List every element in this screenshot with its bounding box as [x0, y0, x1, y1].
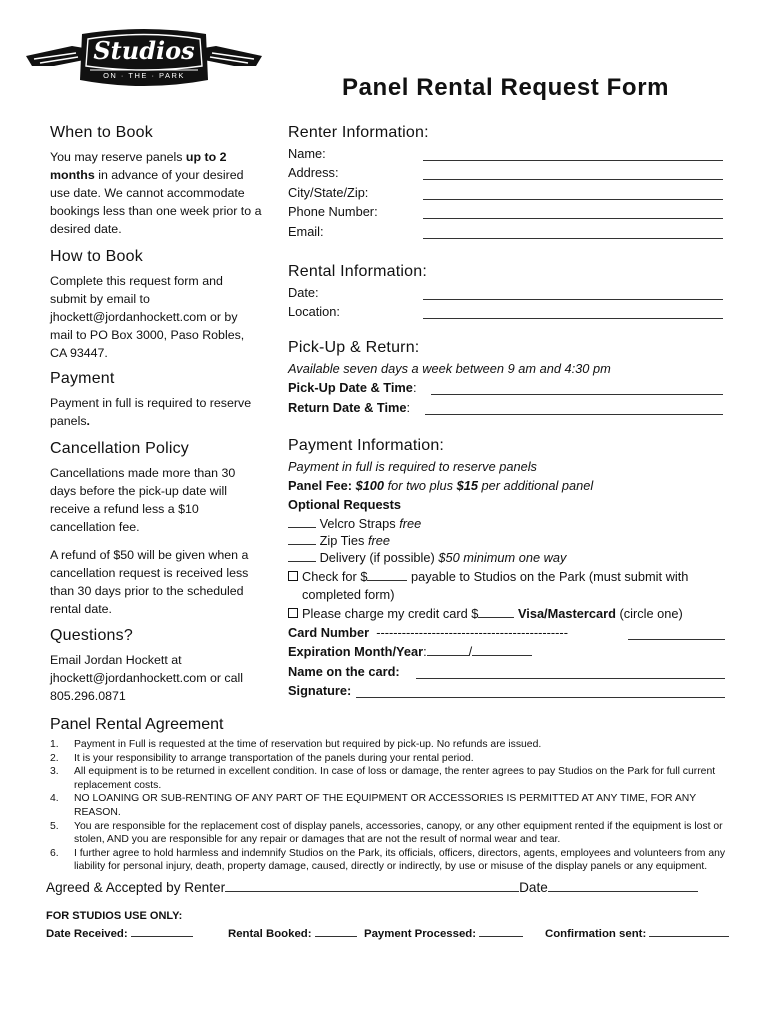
rental-booked-field[interactable] [315, 925, 357, 937]
renter-address-field[interactable] [423, 179, 723, 180]
delivery-option[interactable]: Delivery (if possible) $50 minimum one way [288, 550, 566, 565]
pickup-note: Available seven days a week between 9 am and 4:30 pm [288, 361, 611, 376]
accepted-label: Agreed & Accepted by Renter [46, 880, 226, 895]
agreement-item: 3. All equipment is to be returned in excellent condition. In case of loss or damage, the renter agrees to pay Studios on the Park for full current replacement costs. [50, 766, 716, 791]
date-received-line: Date Received: [46, 925, 193, 940]
payment-text: Payment in full is required to reserve panels. [50, 396, 252, 428]
renter-name-field[interactable] [423, 160, 723, 161]
cancellation-text-1: Cancellations made more than 30 days before the pick-up date will receive a refund less a $10 cancellation fee. [50, 466, 236, 534]
check-option-cont: completed form) [302, 587, 395, 602]
agreement-list [50, 738, 740, 874]
agreement-heading: Panel Rental Agreement [50, 716, 224, 733]
cancellation-heading: Cancellation Policy [50, 440, 189, 457]
questions-section [50, 627, 262, 705]
rental-date-field[interactable] [423, 299, 723, 300]
renter-city-label: City/State/Zip: [288, 185, 369, 200]
check-option[interactable]: Check for $ payable to Studios on the Park (must submit with [288, 569, 688, 584]
rental-info-heading: Rental Information: [288, 263, 427, 280]
renter-signature-field[interactable] [225, 880, 519, 892]
signature-label: Signature: [288, 683, 352, 698]
rental-location-label: Location: [288, 304, 340, 319]
rental-agreement-section [50, 716, 740, 874]
cancellation-text-2: A refund of $50 will be given when a cancellation request is received less than 30 days prior to the scheduled rental date. [50, 548, 249, 616]
date-received-field[interactable] [131, 925, 193, 937]
panel-fee-line: Panel Fee: $100 for two plus $15 per additional panel [288, 478, 594, 493]
questions-text: Email Jordan Hockett at jhockett@jordanhockett.com or call 805.296.0871 [50, 653, 244, 703]
confirmation-sent-line: Confirmation sent: [545, 925, 729, 940]
check-checkbox-icon[interactable] [288, 571, 298, 581]
agreement-item: 5. You are responsible for the replacement cost of display panels, accessories, canopy, or any other equipment rented if the equipment is lost or stolen, AND you are responsible for any repair or damages that are not the result of normal wear and tear. [50, 820, 723, 846]
payment-processed-line: Payment Processed: [364, 925, 523, 940]
renter-phone-label: Phone Number: [288, 204, 378, 219]
pickup-date-field[interactable] [431, 394, 723, 395]
when-to-book-section [50, 124, 262, 238]
confirmation-sent-field[interactable] [649, 925, 729, 937]
signature-field[interactable] [356, 697, 725, 698]
return-date-label: Return Date & Time: [288, 400, 411, 415]
expiration-line[interactable]: Expiration Month/Year: / [288, 644, 532, 659]
rental-booked-line: Rental Booked: [228, 925, 357, 940]
renter-phone-field[interactable] [423, 218, 723, 219]
credit-card-option[interactable]: Please charge my credit card $ Visa/Mastercard (circle one) [288, 606, 683, 621]
pickup-heading: Pick-Up & Return: [288, 339, 420, 356]
logo-brand-text: Studios [93, 36, 195, 65]
name-on-card-field[interactable] [416, 678, 725, 679]
card-number-line: Card Number --------------------------------------------- [288, 625, 568, 640]
when-to-book-heading: When to Book [50, 124, 153, 141]
questions-heading: Questions? [50, 627, 133, 644]
payment-processed-field[interactable] [479, 925, 523, 937]
studio-use-heading: FOR STUDIOS USE ONLY: [46, 910, 183, 922]
agreement-item: 1. Payment in Full is requested at the time of reservation but required by pick-up. No refunds are issued. [50, 739, 542, 750]
accepted-line [46, 880, 698, 895]
return-date-field[interactable] [425, 414, 723, 415]
studios-logo [24, 26, 264, 96]
cancellation-section [50, 440, 262, 618]
agreement-item: 6. I further agree to hold harmless and indemnify Studios on the Park, its officials, officers, directors, agents, employees and volunteers from any liability for personal injury, death, property damage, caused, directly or indirectly, by use or misuse of the display panels or any equipment. [50, 847, 726, 873]
optional-requests-heading: Optional Requests [288, 497, 402, 512]
renter-address-label: Address: [288, 165, 339, 180]
agreement-item: 4. NO LOANING OR SUB-RENTING OF ANY PART OF THE EQUIPMENT OR ACCESSORIES IS PERMITTED AT ANY TIME, FOR ANY REASON. [50, 793, 697, 818]
accepted-date-field[interactable] [548, 880, 698, 892]
renter-info-heading: Renter Information: [288, 124, 429, 141]
logo-tagline-text: ON · THE · PARK [103, 71, 185, 80]
payment-info-note: Payment in full is required to reserve panels [288, 459, 537, 474]
velcro-option[interactable]: Velcro Straps free [288, 516, 421, 531]
renter-email-field[interactable] [423, 238, 723, 239]
pickup-date-label: Pick-Up Date & Time: [288, 380, 417, 395]
zip-ties-option[interactable]: Zip Ties free [288, 533, 390, 548]
payment-section [50, 370, 262, 430]
when-to-book-text: You may reserve panels up to 2 months in advance of your desired use date. We cannot accommodate bookings less than one week prior to a desired date. [50, 150, 262, 236]
rental-location-field[interactable] [423, 318, 723, 319]
how-to-book-text: Complete this request form and submit by email to jhockett@jordanhockett.com or by mail to PO Box 3000, Paso Robles, CA 93447. [50, 274, 245, 360]
renter-email-label: Email: [288, 224, 324, 239]
renter-city-field[interactable] [423, 199, 723, 200]
form-title: Panel Rental Request Form [342, 74, 670, 101]
payment-heading: Payment [50, 370, 115, 387]
card-checkbox-icon[interactable] [288, 608, 298, 618]
how-to-book-section [50, 248, 262, 362]
name-on-card-label: Name on the card: [288, 664, 400, 679]
agreement-item: 2. It is your responsibility to arrange transportation of the panels during your rental period. [50, 752, 474, 764]
renter-name-label: Name: [288, 146, 326, 161]
accepted-date-label: Date [519, 880, 548, 895]
how-to-book-heading: How to Book [50, 248, 143, 265]
card-number-field[interactable] [628, 639, 725, 640]
rental-date-label: Date: [288, 285, 319, 300]
payment-info-heading: Payment Information: [288, 437, 445, 454]
